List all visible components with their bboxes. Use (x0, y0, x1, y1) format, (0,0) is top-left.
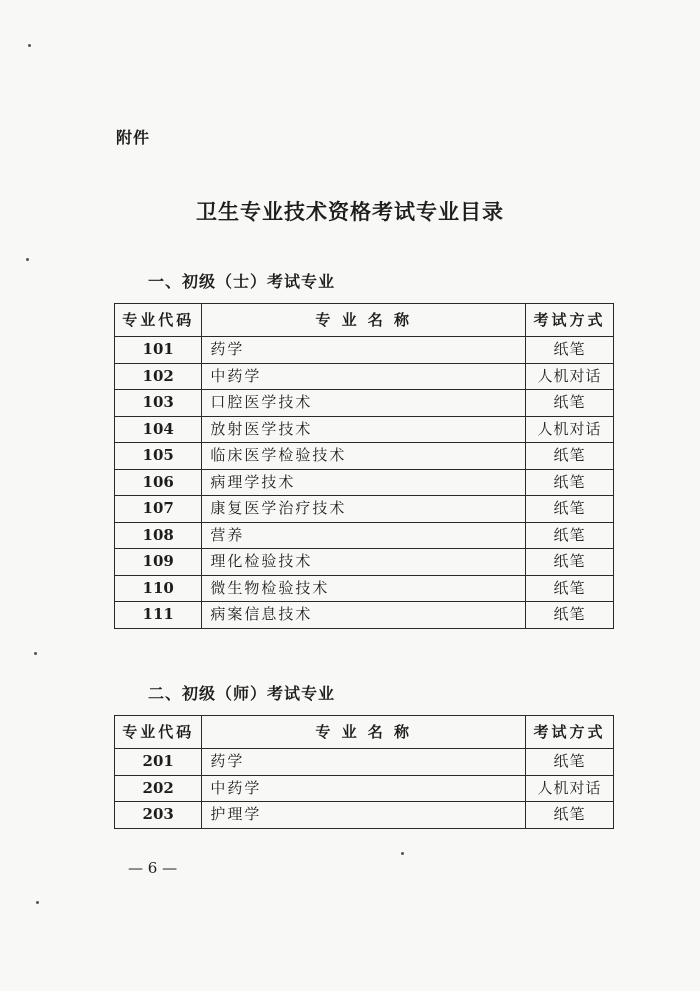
table-row (115, 390, 614, 417)
cell-name: 病理学技术 (202, 469, 526, 496)
table-row (115, 416, 614, 443)
section-heading-junior-shi: 一、初级（士）考试专业 (148, 272, 336, 291)
cell-code: 107 (115, 496, 202, 523)
header-code: 专业代码 (115, 716, 202, 749)
cell-mode: 纸笔 (525, 602, 613, 629)
table-row (115, 496, 614, 523)
specialty-table-junior-shi-physician (114, 715, 614, 829)
cell-mode: 人机对话 (525, 775, 613, 802)
cell-name: 护理学 (202, 802, 526, 829)
table-row (115, 443, 614, 470)
attachment-label: 附件 (116, 128, 151, 147)
table-row (115, 775, 614, 802)
table-row (115, 363, 614, 390)
cell-name: 中药学 (202, 363, 526, 390)
page-number: — 6 — (128, 859, 178, 877)
cell-mode: 纸笔 (525, 575, 613, 602)
table-row (115, 802, 614, 829)
cell-code: 103 (115, 390, 202, 417)
cell-mode: 纸笔 (525, 549, 613, 576)
cell-code: 111 (115, 602, 202, 629)
specialty-table-junior-shi (114, 303, 614, 629)
table-body (115, 749, 614, 829)
table-header-row (115, 716, 614, 749)
cell-name: 放射医学技术 (202, 416, 526, 443)
scan-speck (28, 44, 31, 47)
table-header-row (115, 304, 614, 337)
cell-code: 201 (115, 749, 202, 776)
header-name: 专 业 名 称 (202, 304, 526, 337)
header-name: 专 业 名 称 (202, 716, 526, 749)
cell-mode: 纸笔 (525, 496, 613, 523)
table-row (115, 337, 614, 364)
cell-name: 理化检验技术 (202, 549, 526, 576)
cell-name: 病案信息技术 (202, 602, 526, 629)
cell-mode: 人机对话 (525, 363, 613, 390)
table-row (115, 602, 614, 629)
cell-code: 108 (115, 522, 202, 549)
cell-mode: 纸笔 (525, 802, 613, 829)
cell-name: 药学 (202, 337, 526, 364)
cell-mode: 人机对话 (525, 416, 613, 443)
cell-code: 105 (115, 443, 202, 470)
cell-name: 临床医学检验技术 (202, 443, 526, 470)
cell-name: 中药学 (202, 775, 526, 802)
cell-code: 203 (115, 802, 202, 829)
cell-name: 微生物检验技术 (202, 575, 526, 602)
header-mode: 考试方式 (525, 716, 613, 749)
cell-code: 202 (115, 775, 202, 802)
cell-name: 康复医学治疗技术 (202, 496, 526, 523)
cell-mode: 纸笔 (525, 443, 613, 470)
header-code: 专业代码 (115, 304, 202, 337)
cell-mode: 纸笔 (525, 337, 613, 364)
cell-code: 104 (115, 416, 202, 443)
cell-mode: 纸笔 (525, 469, 613, 496)
scan-speck (36, 901, 39, 904)
table-body (115, 337, 614, 629)
cell-mode: 纸笔 (525, 522, 613, 549)
document-title: 卫生专业技术资格考试专业目录 (196, 199, 504, 224)
cell-code: 101 (115, 337, 202, 364)
cell-mode: 纸笔 (525, 390, 613, 417)
cell-code: 110 (115, 575, 202, 602)
cell-mode: 纸笔 (525, 749, 613, 776)
table-row (115, 749, 614, 776)
table-row (115, 522, 614, 549)
table-row (115, 575, 614, 602)
table-row (115, 549, 614, 576)
scan-speck (34, 652, 37, 655)
scan-speck (26, 258, 29, 261)
table-row (115, 469, 614, 496)
cell-name: 药学 (202, 749, 526, 776)
cell-code: 102 (115, 363, 202, 390)
cell-name: 营养 (202, 522, 526, 549)
scan-speck (401, 852, 404, 855)
section-heading-junior-shi-physician: 二、初级（师）考试专业 (148, 684, 336, 703)
header-mode: 考试方式 (525, 304, 613, 337)
cell-name: 口腔医学技术 (202, 390, 526, 417)
cell-code: 109 (115, 549, 202, 576)
cell-code: 106 (115, 469, 202, 496)
